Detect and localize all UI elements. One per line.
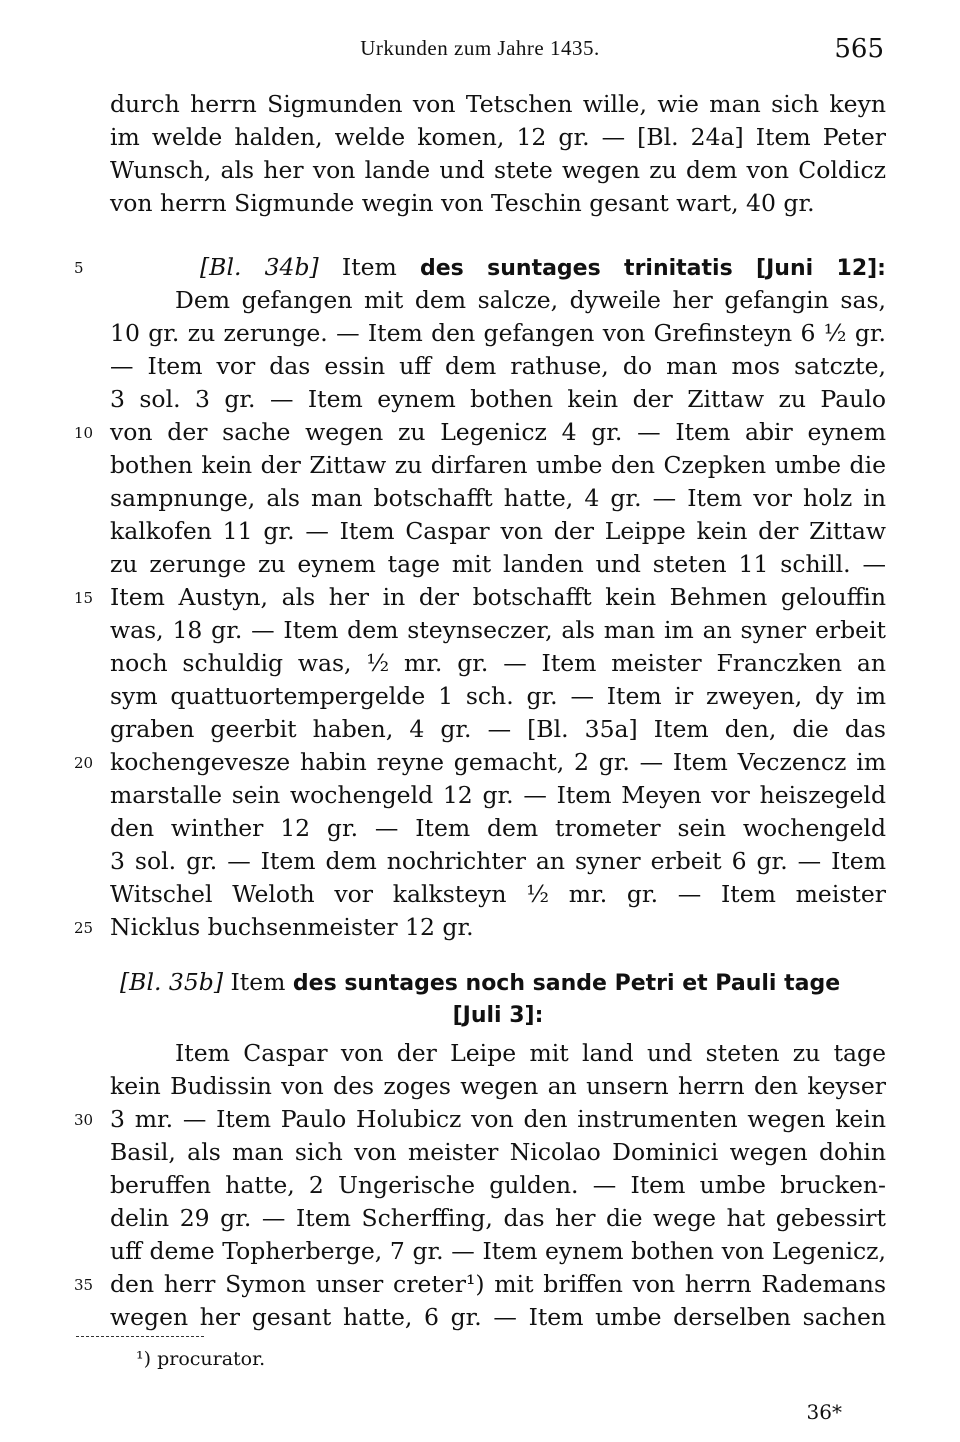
line-number: 30 bbox=[74, 1111, 94, 1129]
text-line: Wunsch, als her von lande und stete wegen zu dem von Coldicz bbox=[110, 156, 886, 184]
text-line: sampnunge, als man botschafft hatte, 4 gr. — Item vor holz in bbox=[110, 484, 886, 512]
line-number: 35 bbox=[74, 1276, 94, 1294]
heading-item: Item bbox=[341, 253, 397, 281]
heading-item: Item bbox=[230, 968, 286, 996]
text-line: kochengevesze habin reyne gemacht, 2 gr. — Item Veczencz im bbox=[110, 748, 886, 776]
text-line: kein Budissin von des zoges wegen an unsern herrn den keyser bbox=[110, 1072, 886, 1100]
line-number: 5 bbox=[74, 259, 84, 277]
text-line: — Item vor das essin uff dem rathuse, do man mos satczte, bbox=[110, 352, 886, 380]
text-line: Nicklus buchsenmeister 12 gr. bbox=[110, 913, 474, 941]
text-line: graben geerbit haben, 4 gr. — [Bl. 35a] Item den, die das bbox=[110, 715, 886, 743]
page-number: 565 bbox=[834, 34, 884, 64]
text-line: Basil, als man sich von meister Nicolao Dominici wegen dohin bbox=[110, 1138, 886, 1166]
folio-reference: [Bl. 35b] bbox=[120, 968, 224, 996]
text-line: Dem gefangen mit dem salcze, dyweile her gefangin sas, bbox=[175, 286, 886, 314]
text-line: von der sache wegen zu Legenicz 4 gr. — Item abir eynem bbox=[110, 418, 886, 446]
line-number: 25 bbox=[74, 919, 94, 937]
text-line: von herrn Sigmunde wegin von Teschin gesant wart, 40 gr. bbox=[110, 189, 815, 217]
text-line: kalkofen 11 gr. — Item Caspar von der Leippe kein der Zittaw bbox=[110, 517, 886, 545]
heading-date: [Juli 3]: bbox=[452, 1003, 544, 1028]
line-number: 15 bbox=[74, 589, 94, 607]
text-line: Item Austyn, als her in der botschafft kein Behmen gelouffin bbox=[110, 583, 886, 611]
section-heading bbox=[120, 966, 886, 998]
section-heading-continued bbox=[110, 998, 886, 1030]
text-line: beruffen hatte, 2 Ungerische gulden. — Item umbe brucken- bbox=[110, 1171, 886, 1199]
text-line: delin 29 gr. — Item Scherffing, das her die wege hat gebessirt bbox=[110, 1204, 886, 1232]
text-line: Item Caspar von der Leipe mit land und steten zu tage bbox=[175, 1039, 886, 1067]
text-line: 3 mr. — Item Paulo Holubicz von den instrumenten wegen kein bbox=[110, 1105, 886, 1133]
text-line: uff deme Topherberge, 7 gr. — Item eynem bothen von Legenicz, bbox=[110, 1237, 886, 1265]
text-line: 3 sol. gr. — Item dem nochrichter an syner erbeit 6 gr. — Item bbox=[110, 847, 886, 875]
folio-reference: [Bl. 34b] bbox=[200, 253, 319, 281]
signature-mark: 36* bbox=[806, 1400, 842, 1424]
text-line: im welde halden, welde komen, 12 gr. — [Bl. 24a] Item Peter bbox=[110, 123, 886, 151]
text-line: zu zerunge zu eynem tage mit landen und steten 11 schill. — bbox=[110, 550, 886, 578]
text-line: sym quattuortempergelde 1 sch. gr. — Item ir zweyen, dy im bbox=[110, 682, 886, 710]
text-line: bothen kein der Zittaw zu dirfaren umbe den Czepken umbe die bbox=[110, 451, 886, 479]
footnote: ¹) procurator. bbox=[136, 1348, 266, 1370]
footnote-divider bbox=[76, 1336, 204, 1337]
line-number: 10 bbox=[74, 424, 94, 442]
text-line: den herr Symon unser creter¹) mit briffen von herrn Rademans bbox=[110, 1270, 886, 1298]
page-header bbox=[0, 36, 960, 66]
text-line: noch schuldig was, ½ mr. gr. — Item meister Franczken an bbox=[110, 649, 886, 677]
heading-date: des suntages noch sande Petri et Pauli tage bbox=[292, 971, 841, 996]
text-line: Witschel Weloth vor kalksteyn ½ mr. gr. — Item meister bbox=[110, 880, 886, 908]
line-number: 20 bbox=[74, 754, 94, 772]
text-line: marstalle sein wochengeld 12 gr. — Item Meyen vor heiszegeld bbox=[110, 781, 886, 809]
text-line: was, 18 gr. — Item dem steynseczer, als man im an syner erbeit bbox=[110, 616, 886, 644]
text-line: wegen her gesant hatte, 6 gr. — Item umbe derselben sachen bbox=[110, 1303, 886, 1331]
text-line: den winther 12 gr. — Item dem trometer sein wochengeld bbox=[110, 814, 886, 842]
text-line: durch herrn Sigmunden von Tetschen wille, wie man sich keyn bbox=[110, 90, 886, 118]
heading-date: des suntages trinitatis [Juni 12]: bbox=[420, 256, 886, 281]
text-line: 3 sol. 3 gr. — Item eynem bothen kein der Zittaw zu Paulo bbox=[110, 385, 886, 413]
text-line: 10 gr. zu zerunge. — Item den gefangen von Grefinsteyn 6 ½ gr. bbox=[110, 319, 886, 347]
running-title: Urkunden zum Jahre 1435. bbox=[360, 36, 600, 60]
section-heading bbox=[200, 251, 886, 283]
